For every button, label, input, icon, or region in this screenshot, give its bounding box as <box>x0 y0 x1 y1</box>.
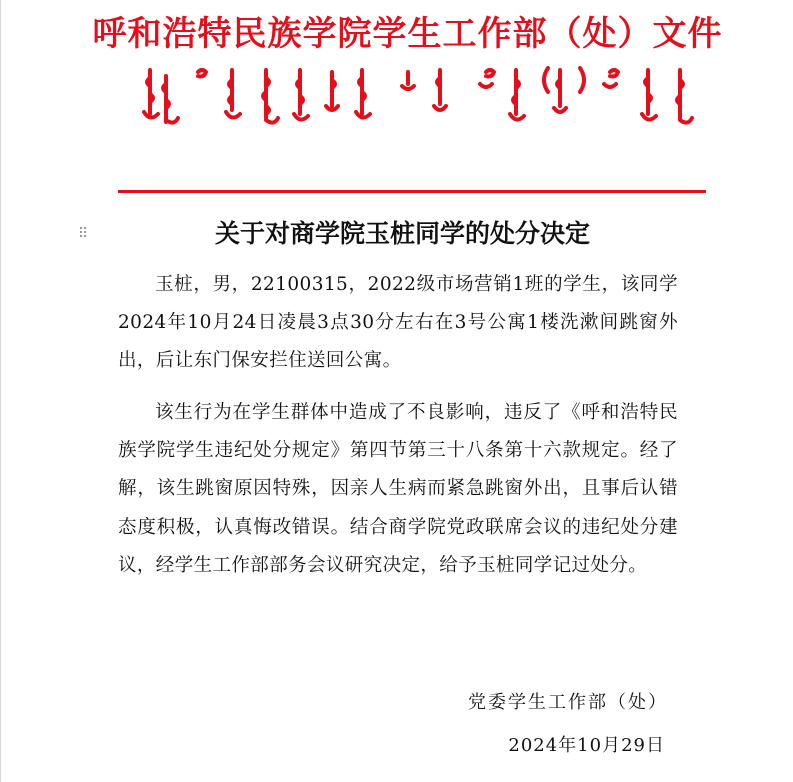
page-left-edge <box>0 0 1 782</box>
document-title: 关于对商学院玉桩同学的处分决定 <box>214 219 590 248</box>
document-header-title: 呼和浩特民族学院学生工作部（处）文件 <box>92 14 723 54</box>
signature-issuer: 党委学生工作部（处） <box>468 692 668 713</box>
drag-handle-icon[interactable]: ⠿ <box>78 226 89 242</box>
body-paragraph-1: 玉桩，男，22100315，2022级市场营销1班的学生，该同学2024年10月24日凌晨3点30分左右在3号公寓1楼洗漱间跳窗外出，后让东门保安拦住送回公寓。 <box>118 274 678 372</box>
signature-date: 2024年10月29日 <box>508 735 665 756</box>
header-red-rule <box>118 190 706 193</box>
mongolian-script-header <box>140 66 700 130</box>
mongolian-script-graphic <box>140 66 700 130</box>
body-paragraph-2: 该生行为在学生群体中造成了不良影响，违反了《呼和浩特民族学院学生违纪处分规定》第四节第三十八条第十六款规定。经了解，该生跳窗原因特殊，因亲人生病而紧急跳窗外出，且事后认错态度积极，认真悔改错误。结合商学院党政联席会议的违纪处分建议，经学生工作部部务会议研究决定，给予玉桩同学记过处分。 <box>118 402 678 576</box>
